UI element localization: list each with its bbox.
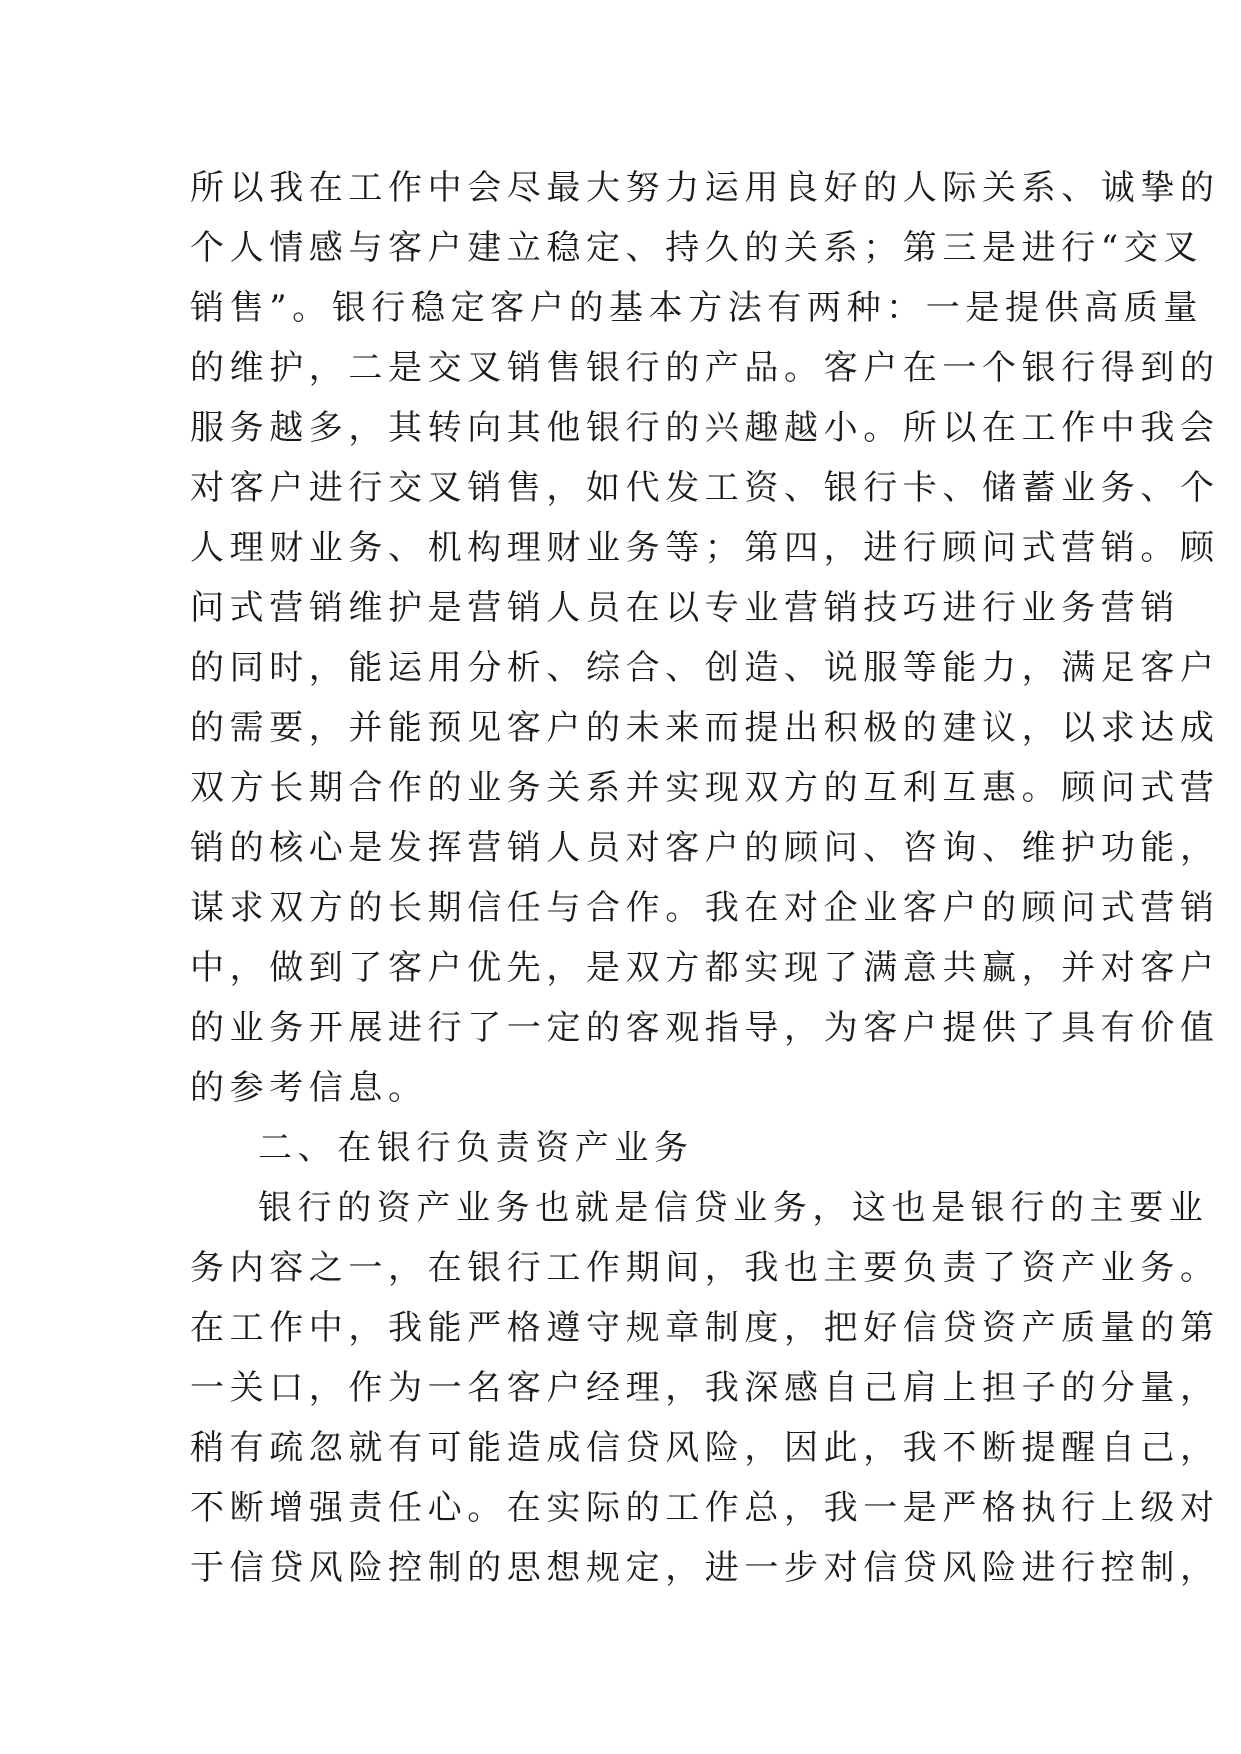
paragraph-line: 中，做到了客户优先，是双方都实现了满意共赢，并对客户 [190,948,1220,988]
section-heading: 二、在银行负责资产业务 [258,1128,694,1168]
paragraph-line: 于信贷风险控制的思想规定，进一步对信贷风险进行控制， [190,1548,1220,1588]
paragraph-line: 的维护，二是交叉销售银行的产品。客户在一个银行得到的 [190,348,1220,388]
paragraph-line: 的同时，能运用分析、综合、创造、说服等能力，满足客户 [190,648,1220,688]
paragraph-line: 的业务开展进行了一定的客观指导，为客户提供了具有价值 [190,1008,1220,1048]
paragraph-line: 销的核心是发挥营销人员对客户的顾问、咨询、维护功能， [190,828,1220,868]
paragraph-line: 务内容之一，在银行工作期间，我也主要负责了资产业务。 [190,1248,1220,1288]
paragraph-line: 所以我在工作中会尽最大努力运用良好的人际关系、诚挚的 [190,168,1220,208]
paragraph-line: 的参考信息。 [190,1068,428,1108]
paragraph-line: 一关口，作为一名客户经理，我深感自己肩上担子的分量， [190,1368,1220,1408]
paragraph-line: 不断增强责任心。在实际的工作总，我一是严格执行上级对 [190,1488,1220,1528]
paragraph-line: 问式营销维护是营销人员在以专业营销技巧进行业务营销 [190,588,1180,628]
paragraph-line: 谋求双方的长期信任与合作。我在对企业客户的顾问式营销 [190,888,1220,928]
paragraph-line: 双方长期合作的业务关系并实现双方的互利互惠。顾问式营 [190,768,1220,808]
paragraph-line: 人理财业务、机构理财业务等；第四，进行顾问式营销。顾 [190,528,1220,568]
document-body [190,158,1220,1598]
paragraph-line: 的需要，并能预见客户的未来而提出积极的建议，以求达成 [190,708,1220,748]
paragraph-line: 在工作中，我能严格遵守规章制度，把好信贷资产质量的第 [190,1308,1220,1348]
paragraph-line: 个人情感与客户建立稳定、持久的关系；第三是进行“交叉 [190,228,1203,268]
paragraph-line: 服务越多，其转向其他银行的兴趣越小。所以在工作中我会 [190,408,1220,448]
paragraph-line: 对客户进行交叉销售，如代发工资、银行卡、储蓄业务、个 [190,468,1220,508]
paragraph-line: 稍有疏忽就有可能造成信贷风险，因此，我不断提醒自己， [190,1428,1220,1468]
paragraph-line: 银行的资产业务也就是信贷业务，这也是银行的主要业 [258,1188,1209,1228]
paragraph-line: 销售”。银行稳定客户的基本方法有两种：一是提供高质量 [190,288,1203,328]
